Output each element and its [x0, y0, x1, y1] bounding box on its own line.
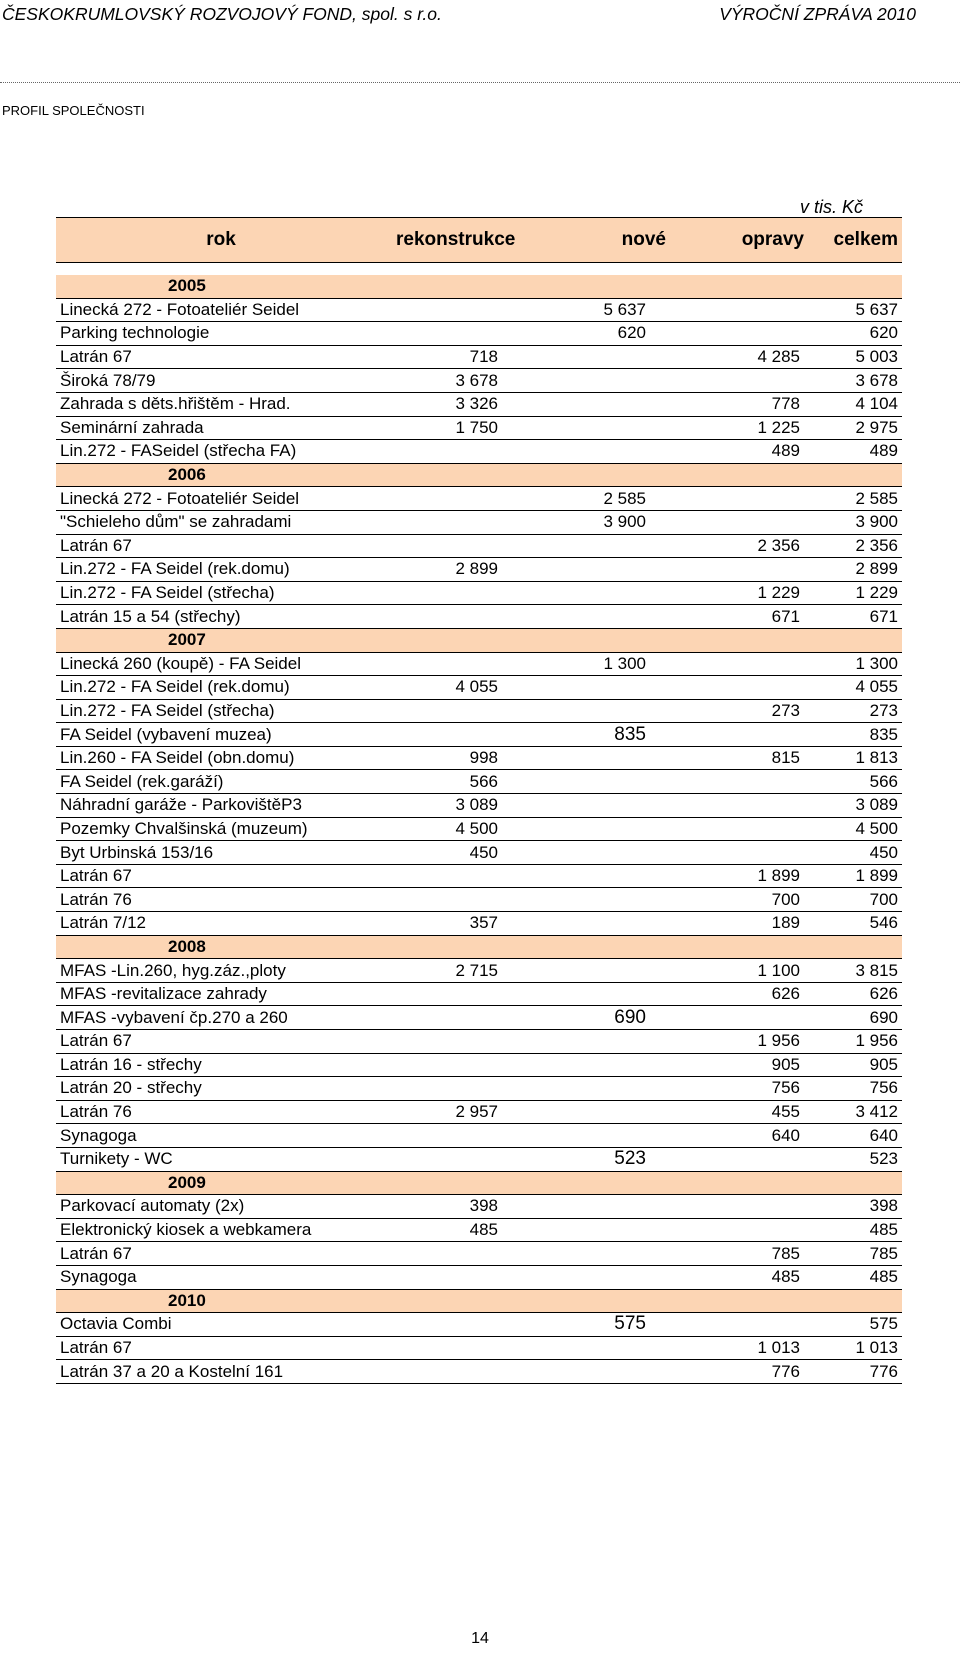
year-row	[56, 1171, 902, 1195]
cell-rekonstrukce	[386, 1336, 528, 1360]
cell-project-name: Latrán 7/12	[56, 912, 386, 936]
table-header-row	[56, 218, 902, 263]
table-row	[56, 510, 902, 534]
cell-rekonstrukce	[386, 1077, 528, 1101]
cell-nove	[528, 1360, 668, 1384]
cell-opravy	[668, 298, 808, 322]
table-row	[56, 1077, 902, 1101]
year-label: 2010	[56, 1289, 902, 1313]
cell-rekonstrukce: 485	[386, 1218, 528, 1242]
cell-project-name: MFAS -Lin.260, hyg.záz.,ploty	[56, 959, 386, 983]
year-row	[56, 275, 902, 298]
cell-nove: 575	[528, 1313, 668, 1337]
cell-celkem: 690	[808, 1006, 902, 1030]
table-row	[56, 676, 902, 700]
cell-nove	[528, 392, 668, 416]
cell-nove	[528, 558, 668, 582]
cell-opravy	[668, 558, 808, 582]
cell-opravy: 785	[668, 1242, 808, 1266]
cell-celkem: 756	[808, 1077, 902, 1101]
cell-celkem: 5 003	[808, 345, 902, 369]
cell-nove	[528, 416, 668, 440]
cell-nove	[528, 1030, 668, 1054]
cell-project-name: Parking technologie	[56, 322, 386, 346]
cell-project-name: Latrán 67	[56, 1336, 386, 1360]
cell-rekonstrukce: 718	[386, 345, 528, 369]
cell-project-name: Pozemky Chvalšinská (muzeum)	[56, 817, 386, 841]
cell-nove	[528, 581, 668, 605]
cell-nove	[528, 959, 668, 983]
table-row	[56, 534, 902, 558]
cell-nove	[528, 746, 668, 770]
table-row	[56, 817, 902, 841]
units-label: v tis. Kč	[800, 197, 864, 217]
section-title: PROFIL SPOLEČNOSTI	[2, 103, 145, 118]
table-row	[56, 345, 902, 369]
cell-celkem: 5 637	[808, 298, 902, 322]
table-row	[56, 794, 902, 818]
cell-celkem: 700	[808, 888, 902, 912]
cell-nove	[528, 345, 668, 369]
cell-celkem: 785	[808, 1242, 902, 1266]
cell-project-name: Parkovací automaty (2x)	[56, 1195, 386, 1219]
cell-celkem: 2 975	[808, 416, 902, 440]
cell-project-name: Latrán 16 - střechy	[56, 1053, 386, 1077]
cell-rekonstrukce	[386, 487, 528, 511]
cell-project-name: Lin.272 - FA Seidel (střecha)	[56, 699, 386, 723]
table-row	[56, 1218, 902, 1242]
header-report-title: VÝROČNÍ ZPRÁVA 2010	[719, 4, 916, 24]
cell-rekonstrukce	[386, 723, 528, 747]
table-row	[56, 699, 902, 723]
year-label: 2009	[56, 1171, 902, 1195]
cell-celkem: 626	[808, 982, 902, 1006]
cell-opravy	[668, 1006, 808, 1030]
table-row	[56, 1053, 902, 1077]
cell-rekonstrukce: 2 715	[386, 959, 528, 983]
cell-opravy	[668, 841, 808, 865]
cell-nove: 835	[528, 723, 668, 747]
cell-celkem: 776	[808, 1360, 902, 1384]
cell-opravy	[668, 1218, 808, 1242]
year-label: 2008	[56, 935, 902, 959]
table-row	[56, 416, 902, 440]
cell-rekonstrukce: 4 055	[386, 676, 528, 700]
cell-opravy: 4 285	[668, 345, 808, 369]
cell-project-name: Latrán 37 a 20 a Kostelní 161	[56, 1360, 386, 1384]
cell-opravy: 1 229	[668, 581, 808, 605]
cell-nove: 5 637	[528, 298, 668, 322]
year-row	[56, 628, 902, 652]
cell-nove: 620	[528, 322, 668, 346]
table-row	[56, 369, 902, 393]
cell-project-name: Octavia Combi	[56, 1313, 386, 1337]
cell-project-name: Seminární zahrada	[56, 416, 386, 440]
table-row	[56, 888, 902, 912]
cell-nove: 3 900	[528, 510, 668, 534]
cell-rekonstrukce	[386, 699, 528, 723]
cell-project-name: Lin.272 - FA Seidel (rek.domu)	[56, 558, 386, 582]
table-row	[56, 605, 902, 629]
cell-rekonstrukce	[386, 510, 528, 534]
table-row	[56, 1147, 902, 1171]
cell-nove	[528, 817, 668, 841]
table-row	[56, 1242, 902, 1266]
cell-opravy: 756	[668, 1077, 808, 1101]
cell-project-name: MFAS -vybavení čp.270 a 260	[56, 1006, 386, 1030]
cell-opravy: 815	[668, 746, 808, 770]
cell-celkem: 485	[808, 1265, 902, 1289]
cell-opravy	[668, 1147, 808, 1171]
cell-opravy: 1 013	[668, 1336, 808, 1360]
cell-project-name: Lin.272 - FA Seidel (rek.domu)	[56, 676, 386, 700]
cell-nove	[528, 1218, 668, 1242]
table-row	[56, 558, 902, 582]
table-row	[56, 1006, 902, 1030]
cell-celkem: 620	[808, 322, 902, 346]
cell-opravy: 776	[668, 1360, 808, 1384]
cell-celkem: 671	[808, 605, 902, 629]
cell-rekonstrukce: 2 957	[386, 1100, 528, 1124]
table-row	[56, 652, 902, 676]
cell-project-name: Synagoga	[56, 1265, 386, 1289]
cell-opravy: 189	[668, 912, 808, 936]
cell-celkem: 489	[808, 440, 902, 464]
table-row	[56, 770, 902, 794]
cell-opravy: 671	[668, 605, 808, 629]
cell-rekonstrukce: 3 326	[386, 392, 528, 416]
cell-project-name: Turnikety - WC	[56, 1147, 386, 1171]
cell-celkem: 3 089	[808, 794, 902, 818]
cell-nove	[528, 912, 668, 936]
year-label: 2006	[56, 463, 902, 487]
table-row	[56, 1336, 902, 1360]
cell-celkem: 1 813	[808, 746, 902, 770]
cell-nove	[528, 1265, 668, 1289]
column-header-rekonstrukce: rekonstrukce	[386, 218, 528, 263]
cell-rekonstrukce	[386, 440, 528, 464]
cell-project-name: Elektronický kiosek a webkamera	[56, 1218, 386, 1242]
cell-project-name: Lin.272 - FA Seidel (střecha)	[56, 581, 386, 605]
cell-project-name: Latrán 67	[56, 1030, 386, 1054]
cell-celkem: 1 899	[808, 864, 902, 888]
cell-project-name: MFAS -revitalizace zahrady	[56, 982, 386, 1006]
header-divider	[0, 82, 960, 83]
cell-nove	[528, 770, 668, 794]
cell-opravy: 455	[668, 1100, 808, 1124]
cell-celkem: 485	[808, 1218, 902, 1242]
cell-nove	[528, 982, 668, 1006]
cell-opravy: 1 899	[668, 864, 808, 888]
table-body	[56, 263, 902, 1384]
cell-celkem: 1 300	[808, 652, 902, 676]
cell-nove	[528, 794, 668, 818]
cell-nove	[528, 1124, 668, 1148]
cell-project-name: Latrán 67	[56, 1242, 386, 1266]
cell-nove	[528, 534, 668, 558]
cell-project-name: Široká 78/79	[56, 369, 386, 393]
cell-nove	[528, 1053, 668, 1077]
cell-nove	[528, 841, 668, 865]
cell-opravy	[668, 652, 808, 676]
cell-opravy	[668, 369, 808, 393]
cell-opravy: 1 225	[668, 416, 808, 440]
cell-rekonstrukce	[386, 1006, 528, 1030]
table-row	[56, 1030, 902, 1054]
table-row	[56, 440, 902, 464]
cell-nove	[528, 1195, 668, 1219]
table-row	[56, 1360, 902, 1384]
cell-project-name: Náhradní garáže - ParkovištěP3	[56, 794, 386, 818]
cell-rekonstrukce: 3 678	[386, 369, 528, 393]
cell-celkem: 905	[808, 1053, 902, 1077]
cell-nove: 2 585	[528, 487, 668, 511]
cell-celkem: 523	[808, 1147, 902, 1171]
year-row	[56, 935, 902, 959]
cell-celkem: 835	[808, 723, 902, 747]
column-header-nove: nové	[528, 218, 668, 263]
cell-rekonstrukce: 357	[386, 912, 528, 936]
cell-opravy: 489	[668, 440, 808, 464]
table-row	[56, 392, 902, 416]
cell-celkem: 640	[808, 1124, 902, 1148]
cell-rekonstrukce	[386, 1030, 528, 1054]
cell-opravy: 700	[668, 888, 808, 912]
cell-opravy: 640	[668, 1124, 808, 1148]
year-row	[56, 1289, 902, 1313]
cell-project-name: "Schieleho dům" se zahradami	[56, 510, 386, 534]
cell-opravy	[668, 1313, 808, 1337]
cell-project-name: Linecká 272 - Fotoateliér Seidel	[56, 487, 386, 511]
cell-rekonstrukce	[386, 1053, 528, 1077]
table-row	[56, 1313, 902, 1337]
cell-project-name: Zahrada s děts.hřištěm - Hrad.	[56, 392, 386, 416]
cell-celkem: 575	[808, 1313, 902, 1337]
cell-opravy: 485	[668, 1265, 808, 1289]
cell-rekonstrukce	[386, 1360, 528, 1384]
table-row	[56, 1265, 902, 1289]
cell-rekonstrukce	[386, 1265, 528, 1289]
cell-project-name: Linecká 260 (koupě) - FA Seidel	[56, 652, 386, 676]
cell-nove: 1 300	[528, 652, 668, 676]
table-row	[56, 322, 902, 346]
cell-nove	[528, 1077, 668, 1101]
cell-rekonstrukce	[386, 982, 528, 1006]
cell-project-name: Latrán 76	[56, 888, 386, 912]
column-header-celkem: celkem	[808, 218, 902, 263]
cell-opravy: 626	[668, 982, 808, 1006]
table-row	[56, 487, 902, 511]
cell-project-name: Linecká 272 - Fotoateliér Seidel	[56, 298, 386, 322]
cell-rekonstrukce: 450	[386, 841, 528, 865]
year-label: 2007	[56, 628, 902, 652]
cell-nove	[528, 676, 668, 700]
cell-celkem: 546	[808, 912, 902, 936]
cell-project-name: Synagoga	[56, 1124, 386, 1148]
cell-opravy: 1 956	[668, 1030, 808, 1054]
cell-celkem: 273	[808, 699, 902, 723]
cell-celkem: 2 356	[808, 534, 902, 558]
cell-rekonstrukce: 998	[386, 746, 528, 770]
cell-opravy	[668, 487, 808, 511]
table-row	[56, 841, 902, 865]
cell-celkem: 2 585	[808, 487, 902, 511]
cell-opravy: 1 100	[668, 959, 808, 983]
investment-table	[56, 217, 902, 1384]
cell-rekonstrukce	[386, 298, 528, 322]
cell-opravy	[668, 676, 808, 700]
table-row	[56, 746, 902, 770]
cell-rekonstrukce	[386, 1313, 528, 1337]
cell-project-name: Latrán 67	[56, 345, 386, 369]
cell-celkem: 1 013	[808, 1336, 902, 1360]
cell-project-name: Latrán 67	[56, 864, 386, 888]
cell-nove: 523	[528, 1147, 668, 1171]
cell-project-name: Lin.272 - FASeidel (střecha FA)	[56, 440, 386, 464]
cell-project-name: Latrán 76	[56, 1100, 386, 1124]
cell-opravy	[668, 322, 808, 346]
header-company: ČESKOKRUMLOVSKÝ ROZVOJOVÝ FOND, spol. s r.o.	[2, 4, 442, 24]
cell-celkem: 4 055	[808, 676, 902, 700]
cell-rekonstrukce	[386, 1124, 528, 1148]
cell-nove	[528, 699, 668, 723]
cell-celkem: 3 815	[808, 959, 902, 983]
cell-rekonstrukce: 1 750	[386, 416, 528, 440]
table-row	[56, 982, 902, 1006]
table-row	[56, 959, 902, 983]
cell-project-name: Latrán 20 - střechy	[56, 1077, 386, 1101]
cell-project-name: FA Seidel (rek.garáží)	[56, 770, 386, 794]
cell-rekonstrukce: 566	[386, 770, 528, 794]
cell-rekonstrukce	[386, 581, 528, 605]
column-header-opravy: opravy	[668, 218, 808, 263]
cell-celkem: 1 956	[808, 1030, 902, 1054]
page-number: 14	[471, 1630, 489, 1647]
cell-project-name: Latrán 15 a 54 (střechy)	[56, 605, 386, 629]
cell-rekonstrukce: 3 089	[386, 794, 528, 818]
cell-project-name: FA Seidel (vybavení muzea)	[56, 723, 386, 747]
cell-project-name: Lin.260 - FA Seidel (obn.domu)	[56, 746, 386, 770]
table-row	[56, 1100, 902, 1124]
cell-opravy	[668, 794, 808, 818]
cell-celkem: 3 900	[808, 510, 902, 534]
cell-nove	[528, 1100, 668, 1124]
cell-rekonstrukce	[386, 322, 528, 346]
cell-rekonstrukce	[386, 1242, 528, 1266]
cell-opravy	[668, 723, 808, 747]
cell-celkem: 1 229	[808, 581, 902, 605]
cell-opravy: 778	[668, 392, 808, 416]
cell-nove	[528, 369, 668, 393]
cell-rekonstrukce	[386, 534, 528, 558]
cell-celkem: 3 412	[808, 1100, 902, 1124]
cell-opravy: 905	[668, 1053, 808, 1077]
cell-celkem: 4 104	[808, 392, 902, 416]
cell-project-name: Byt Urbinská 153/16	[56, 841, 386, 865]
cell-opravy	[668, 1195, 808, 1219]
cell-celkem: 566	[808, 770, 902, 794]
cell-nove: 690	[528, 1006, 668, 1030]
cell-celkem: 450	[808, 841, 902, 865]
year-label: 2005	[56, 275, 902, 298]
cell-project-name: Latrán 67	[56, 534, 386, 558]
cell-celkem: 3 678	[808, 369, 902, 393]
cell-rekonstrukce	[386, 652, 528, 676]
cell-nove	[528, 1242, 668, 1266]
cell-rekonstrukce	[386, 864, 528, 888]
year-row	[56, 463, 902, 487]
cell-rekonstrukce: 398	[386, 1195, 528, 1219]
cell-opravy: 2 356	[668, 534, 808, 558]
cell-rekonstrukce	[386, 605, 528, 629]
cell-rekonstrukce	[386, 1147, 528, 1171]
cell-rekonstrukce: 4 500	[386, 817, 528, 841]
cell-opravy: 273	[668, 699, 808, 723]
table-row	[56, 912, 902, 936]
cell-celkem: 2 899	[808, 558, 902, 582]
cell-celkem: 398	[808, 1195, 902, 1219]
cell-rekonstrukce: 2 899	[386, 558, 528, 582]
table-row	[56, 723, 902, 747]
cell-nove	[528, 864, 668, 888]
table-row	[56, 1195, 902, 1219]
cell-opravy	[668, 510, 808, 534]
table-row	[56, 864, 902, 888]
cell-opravy	[668, 770, 808, 794]
table-row	[56, 1124, 902, 1148]
cell-opravy	[668, 817, 808, 841]
cell-nove	[528, 888, 668, 912]
cell-nove	[528, 440, 668, 464]
table-row	[56, 581, 902, 605]
column-header-rok: rok	[56, 218, 386, 263]
cell-rekonstrukce	[386, 888, 528, 912]
cell-nove	[528, 1336, 668, 1360]
cell-nove	[528, 605, 668, 629]
table-row	[56, 298, 902, 322]
cell-celkem: 4 500	[808, 817, 902, 841]
